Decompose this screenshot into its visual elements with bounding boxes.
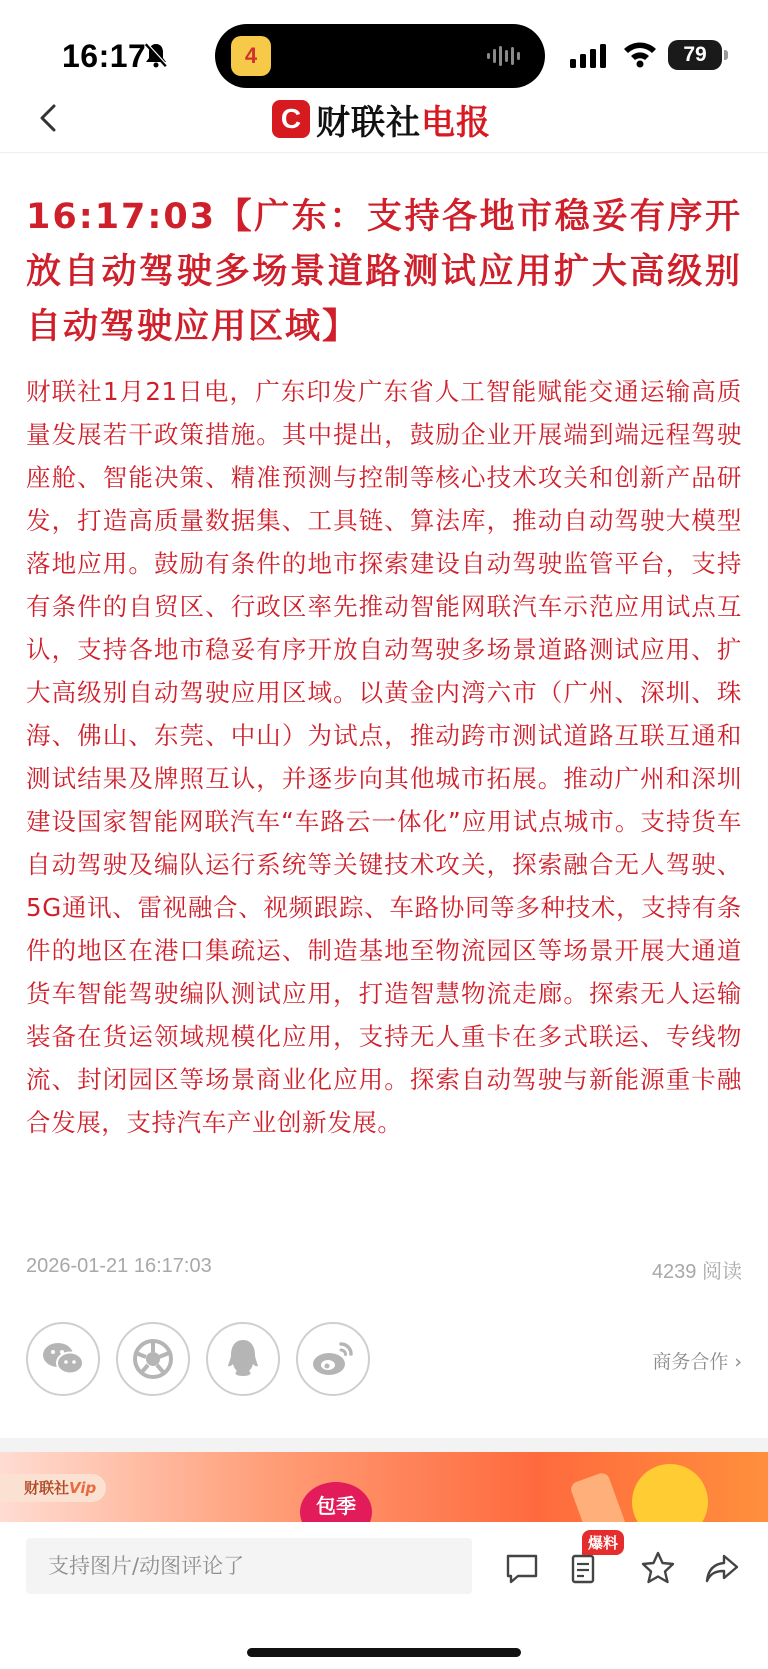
favorite-star-icon[interactable] (640, 1550, 676, 1586)
status-time: 16:17 (62, 38, 147, 74)
baoliao-badge: 爆料 (582, 1530, 624, 1555)
qq-icon (225, 1338, 261, 1380)
comment-input[interactable]: 支持图片/动图评论了 (26, 1538, 472, 1594)
share-moments-button[interactable] (116, 1322, 190, 1396)
wechat-icon (41, 1339, 85, 1379)
vip-badge-suffix: Vip (69, 1479, 97, 1497)
home-indicator (247, 1648, 521, 1657)
share-wechat-button[interactable] (26, 1322, 100, 1396)
logo-suffix: 电报 (421, 102, 491, 143)
share-qq-button[interactable] (206, 1322, 280, 1396)
article-meta (26, 1255, 742, 1287)
vip-badge (0, 1474, 106, 1502)
vip-promo-banner[interactable] (0, 1452, 768, 1522)
read-count: 4239 阅读 (651, 1261, 742, 1283)
dynamic-island (215, 24, 545, 88)
bottom-action-bar (0, 1522, 768, 1669)
moments-icon (132, 1338, 174, 1380)
megaphone-icon (569, 1471, 627, 1522)
comment-icon[interactable] (504, 1550, 540, 1586)
business-cooperation-link[interactable]: 商务合作 › (652, 1351, 742, 1373)
logo-name: 财联社 (316, 102, 421, 143)
mascot-icon (632, 1464, 708, 1522)
publish-datetime: 2026-01-21 16:17:03 (26, 1255, 212, 1277)
nav-bar (0, 88, 768, 153)
audio-wave-icon (487, 44, 525, 68)
vip-badge-name: 财联社 (24, 1479, 70, 1497)
cellular-signal-icon (570, 44, 610, 68)
section-divider (0, 1438, 768, 1452)
banner-pack-badge: 包季 (300, 1482, 372, 1522)
report-doc-icon[interactable] (566, 1550, 602, 1586)
wifi-icon (622, 40, 658, 68)
back-arrow-icon[interactable] (30, 98, 70, 138)
battery-cap (724, 50, 728, 60)
article-body: 财联社1月21日电，广东印发广东省人工智能赋能交通运输高质量发展若干政策措施。其中提出，鼓励企业开展端到端远程驾驶座舱、智能决策、精准预测与控制等核心技术攻关和创新产品研发，打造高质量数据集、工具链、算法库，推动自动驾驶大模型落地应用。鼓励有条件的地市探索建设自动驾驶监管平台，支持有条件的自贸区、行政区率先推动智能网联汽车示范应用试点互认，支持各地市稳妥有序开放自动驾驶多场景道路测试应用、扩大高级别自动驾驶应用区域。以黄金内湾六市（广州、深圳、珠海、佛山、东莞、中山）为试点，推动跨市测试道路互联互通和测试结果及牌照互认，并逐步向其他城市拓展。推动广州和深圳建设国家智能网联汽车“车路云一体化”应用试点城市。支持货车自动驾驶及编队运行系统等关键技术攻关，探索融合无人驾驶、5G通讯、雷视融合、视频跟踪、车路协同等多种技术，支持有条件的地区在港口集疏运、制造基地至物流园区等场景开展大通道货车智能驾驶编队测试应用，打造智慧物流走廊。探索无人运输装备在货运领域规模化应用，支持无人重卡在多式联运、专线物流、封闭园区等场景商业化应用。探索自动驾驶与新能源重卡融合发展，支持汽车产业创新发展。 (26, 377, 742, 1137)
share-forward-icon[interactable] (704, 1550, 740, 1586)
battery-indicator: 79 (668, 40, 722, 70)
bell-muted-icon (144, 42, 168, 68)
article-headline: 16:17:03【广东：支持各地市稳妥有序开放自动驾驶多场景道路测试应用扩大高级别自动驾驶应用区域】 (26, 197, 742, 347)
weibo-icon (311, 1340, 355, 1378)
app-logo (272, 96, 491, 142)
share-weibo-button[interactable] (296, 1322, 370, 1396)
logo-mark: C (272, 100, 310, 138)
island-app-icon: 4 (231, 36, 271, 76)
